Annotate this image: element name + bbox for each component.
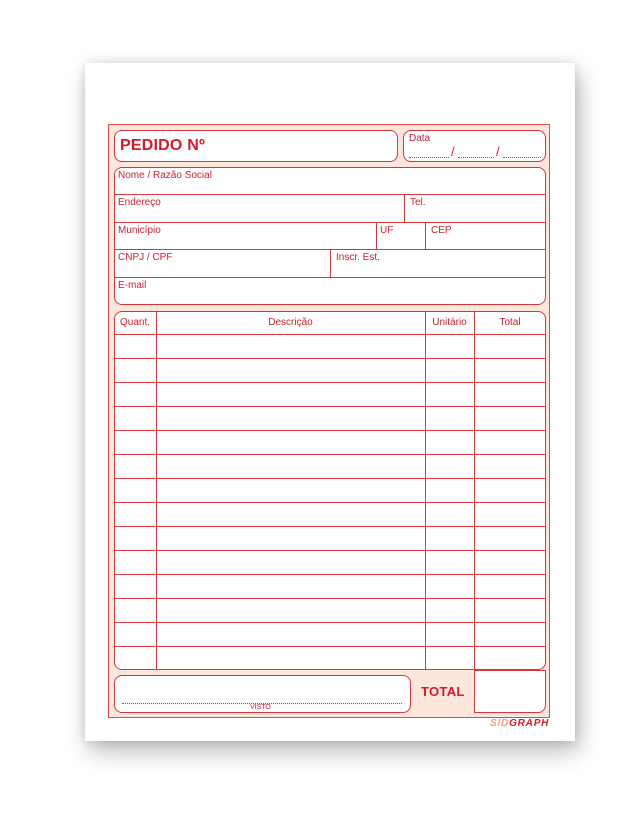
brand-logo-part: SID bbox=[490, 718, 510, 729]
table-row-line bbox=[114, 622, 546, 623]
items-table bbox=[114, 311, 546, 670]
date-separator: / bbox=[451, 144, 455, 159]
column-header-description: Descrição bbox=[268, 317, 313, 328]
name-field-label: Nome / Razão Social bbox=[118, 170, 212, 181]
email-field-label: E-mail bbox=[118, 280, 147, 291]
column-divider bbox=[376, 222, 377, 249]
total-label: TOTAL bbox=[421, 684, 465, 699]
state-field-label: UF bbox=[380, 225, 394, 236]
customer-info-box bbox=[114, 167, 546, 305]
column-header-unit-price: Unitário bbox=[432, 317, 467, 328]
table-row-line bbox=[114, 574, 546, 575]
table-row-line bbox=[114, 502, 546, 503]
date-separator: / bbox=[496, 144, 500, 159]
zip-field-label: CEP bbox=[431, 225, 452, 236]
table-row-line bbox=[114, 406, 546, 407]
column-header-total: Total bbox=[499, 317, 521, 328]
brand-logo bbox=[490, 718, 549, 729]
column-header-quantity: Quant. bbox=[119, 317, 151, 328]
table-row-line bbox=[114, 646, 546, 647]
table-row-line bbox=[114, 454, 546, 455]
address-field-label: Endereço bbox=[118, 197, 161, 208]
brand-logo-part: GRAPH bbox=[509, 718, 550, 729]
table-row-line bbox=[114, 526, 546, 527]
date-year-line bbox=[503, 157, 541, 158]
table-row-line bbox=[114, 598, 546, 599]
signature-label: VISTO bbox=[250, 704, 271, 711]
column-divider bbox=[404, 194, 405, 222]
table-row-line bbox=[114, 334, 546, 335]
state-registration-field-label: Inscr. Est. bbox=[336, 252, 380, 263]
column-divider bbox=[156, 311, 157, 670]
date-month-line bbox=[458, 157, 494, 158]
tax-id-field-label: CNPJ / CPF bbox=[118, 252, 173, 263]
table-row-line bbox=[114, 550, 546, 551]
grand-total-box bbox=[474, 670, 546, 713]
row-divider bbox=[114, 277, 546, 278]
table-row-line bbox=[114, 358, 546, 359]
phone-field-label: Tel. bbox=[410, 197, 426, 208]
row-divider bbox=[114, 194, 546, 195]
order-title: PEDIDO Nº bbox=[120, 137, 205, 154]
table-row-line bbox=[114, 430, 546, 431]
column-divider bbox=[425, 222, 426, 249]
table-row-line bbox=[114, 478, 546, 479]
row-divider bbox=[114, 222, 546, 223]
date-label: Data bbox=[409, 133, 431, 144]
column-divider bbox=[425, 311, 426, 670]
column-divider bbox=[474, 311, 475, 670]
date-day-line bbox=[409, 157, 449, 158]
table-row-line bbox=[114, 382, 546, 383]
column-divider bbox=[330, 249, 331, 277]
city-field-label: Município bbox=[118, 225, 161, 236]
